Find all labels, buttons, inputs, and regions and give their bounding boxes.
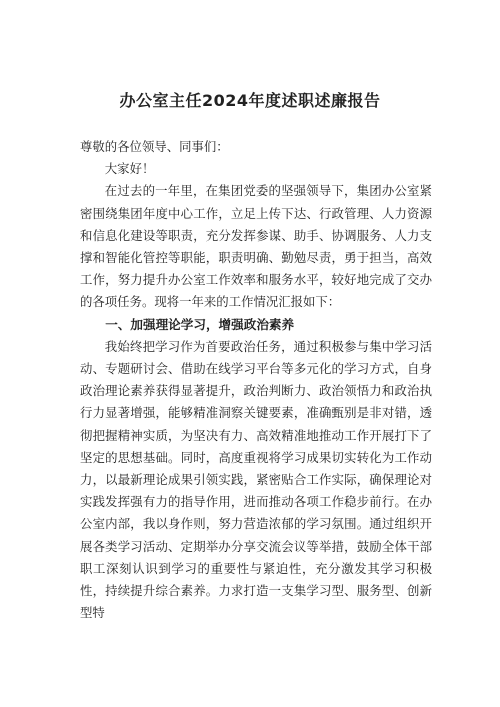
document-title: 办公室主任2024年度述职述廉报告: [119, 91, 381, 110]
salutation: 尊敬的各位领导、同事们：: [80, 139, 229, 154]
section-1-paragraph: 我始终把学习作为首要政治任务，通过积极参与集中学习活动、专题研讨会、借助在线学习平台等多元化的学习方式，自身政治理论素养获得显著提升，政治判断力、政治领悟力和政治执行力显著增强，能够精准洞察关键要素，准确甄别是非对错，透彻把握精神实质，为坚决有力、高效精准地推动工作开展打下了坚定的思想基础。同时，高度重视将学习成果切实转化为工作动力，以最新理论成果引领实践，紧密贴合工作实际，确保理论对实践发挥强有力的指导作用，进而推动各项工作稳步前行。在办公室内部，我以身作则，努力营造浓郁的学习氛围。通过组织开展各类学习活动、定期举办分享交流会议等举措，鼓励全体干部职工深刻认识到学习的重要性与紧迫性，充分激发其学习积极性，持续提升综合素养。力求打造一支集学习型、服务型、创新型特: [80, 338, 432, 621]
document-body: [80, 136, 432, 624]
intro-paragraph: 在过去的一年里，在集团党委的坚强领导下，集团办公室紧密围绕集团年度中心工作，立足上传下达、行政管理、人力资源和信息化建设等职责，充分发挥参谋、助手、协调服务、人力支撑和智能化管控等职能，职责明确、勤勉尽责，勇于担当，高效工作，努力提升办公室工作效率和服务水平，较好地完成了交办的各项任务。现将一年来的工作情况汇报如下：: [80, 183, 432, 310]
greeting: 大家好！: [104, 161, 155, 177]
section-heading-1: 一、加强理论学习，增强政治素养: [105, 316, 295, 332]
